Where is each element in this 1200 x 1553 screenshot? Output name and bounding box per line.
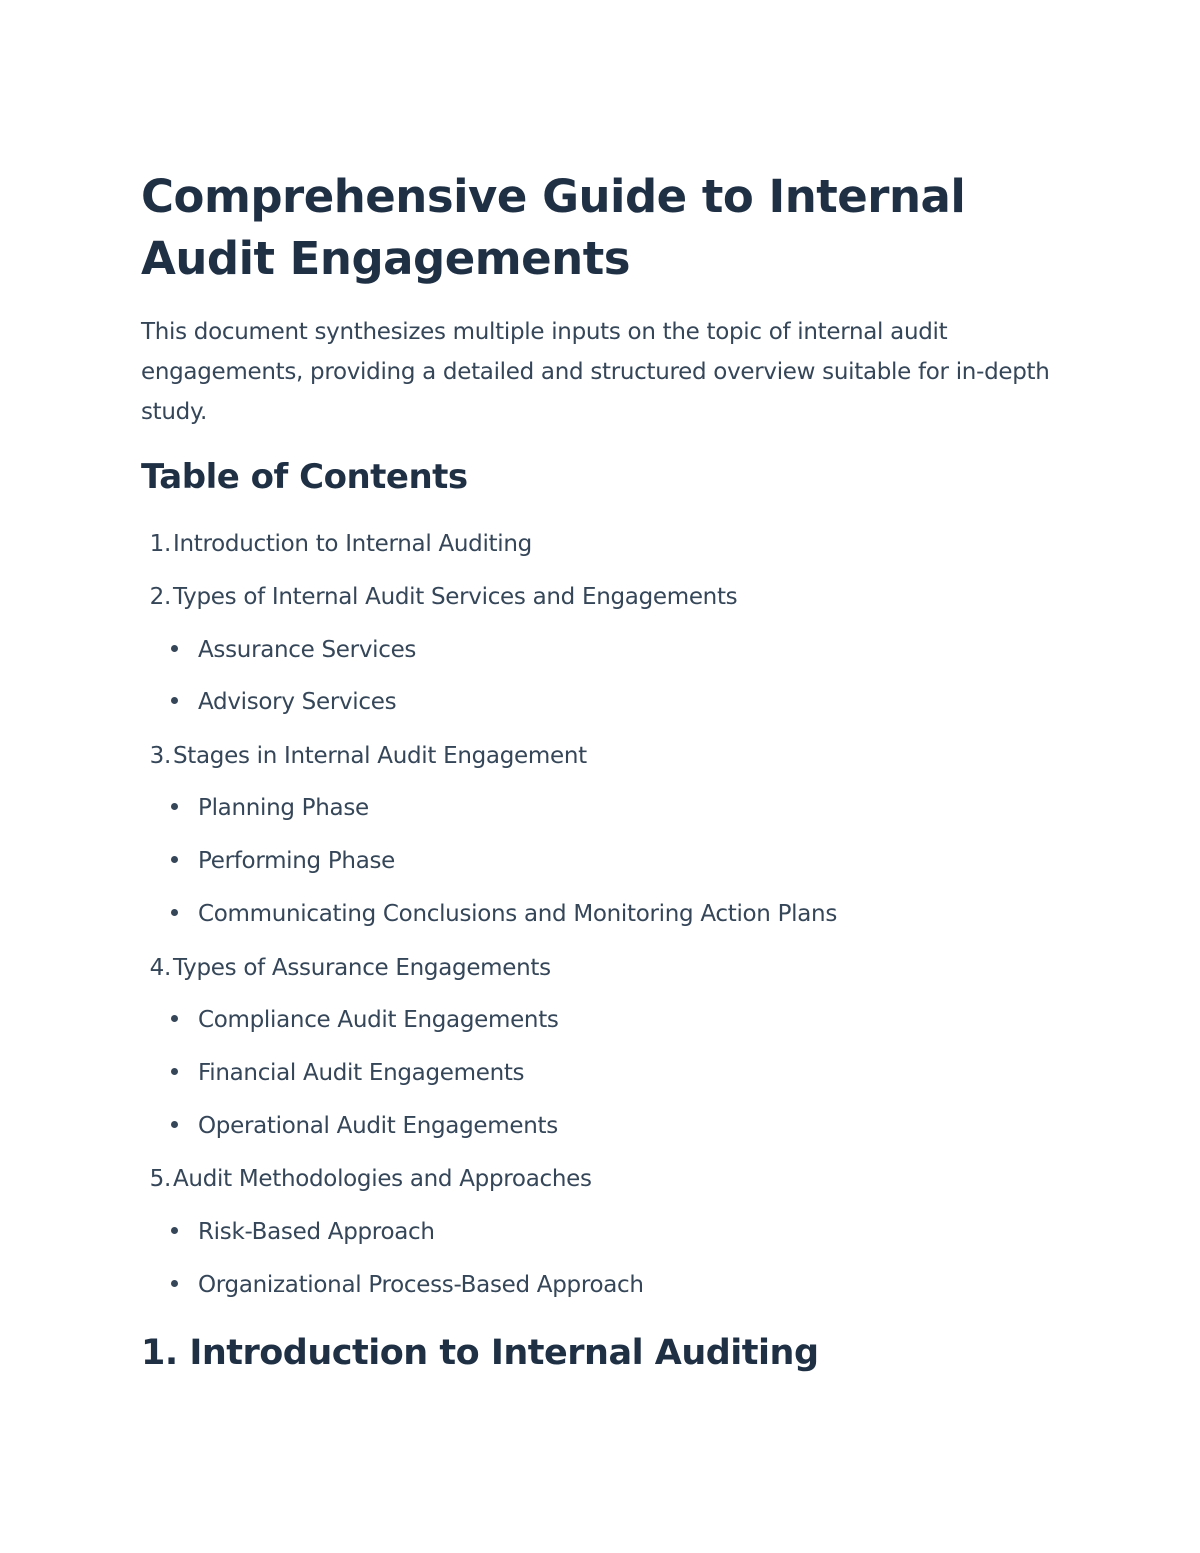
bullet-icon [171,909,178,916]
toc-item-label: Audit Methodologies and Approaches [173,1166,592,1192]
toc-subitem-planning-phase[interactable] [171,792,369,824]
toc-subitem-advisory-services[interactable] [171,686,396,718]
toc-subitem-compliance-audit[interactable] [171,1004,559,1036]
bullet-icon [171,645,178,652]
document-title: Comprehensive Guide to Internal Audit Engagements [141,170,966,285]
toc-subitem-label: Compliance Audit Engagements [198,1007,559,1033]
bullet-icon [171,1121,178,1128]
intro-paragraph: This document synthesizes multiple inputs on the topic of internal audit engagements, providing a detailed and structured overview suitable for in-depth study. [141,319,1050,425]
toc-subitem-performing-phase[interactable] [171,845,395,877]
toc-subitem-assurance-services[interactable] [171,634,416,666]
bullet-icon [171,1015,178,1022]
toc-item-label: Introduction to Internal Auditing [173,531,532,557]
toc-item-methodologies[interactable] [141,1163,592,1195]
toc-item-stages[interactable] [141,740,587,772]
toc-item-label: Stages in Internal Audit Engagement [173,743,587,769]
toc-item-number: 3. [149,743,171,769]
bullet-icon [171,856,178,863]
toc-subitem-label: Organizational Process-Based Approach [198,1272,644,1298]
toc-subitem-communicating-conclusions[interactable] [171,898,837,930]
toc-subitem-operational-audit[interactable] [171,1110,558,1142]
toc-subitem-label: Advisory Services [198,689,397,715]
toc-subitem-label: Operational Audit Engagements [198,1113,558,1139]
toc-item-introduction[interactable] [141,528,532,560]
toc-item-number: 2. [149,584,171,610]
toc-item-label: Types of Assurance Engagements [173,955,551,981]
toc-subitem-label: Risk-Based Approach [198,1219,435,1245]
toc-subitem-label: Planning Phase [198,795,369,821]
toc-item-number: 5. [149,1166,171,1192]
toc-subitem-financial-audit[interactable] [171,1057,524,1089]
toc-subitem-process-based[interactable] [171,1269,644,1301]
bullet-icon [171,1227,178,1234]
toc-item-label: Types of Internal Audit Services and Engagements [173,584,738,610]
bullet-icon [171,697,178,704]
bullet-icon [171,1280,178,1287]
toc-heading: Table of Contents [141,457,468,497]
toc-subitem-label: Communicating Conclusions and Monitoring Action Plans [198,901,838,927]
toc-subitem-label: Financial Audit Engagements [198,1060,525,1086]
section-heading: 1. Introduction to Internal Auditing [141,1333,819,1373]
bullet-icon [171,1068,178,1075]
toc-subitem-label: Performing Phase [198,848,396,874]
bullet-icon [171,803,178,810]
toc-subitem-label: Assurance Services [198,637,417,663]
toc-item-types-of-services[interactable] [141,581,737,613]
toc-item-number: 1. [149,531,171,557]
toc-item-assurance-engagements[interactable] [141,952,551,984]
toc-item-number: 4. [149,955,171,981]
toc-subitem-risk-based[interactable] [171,1216,435,1248]
